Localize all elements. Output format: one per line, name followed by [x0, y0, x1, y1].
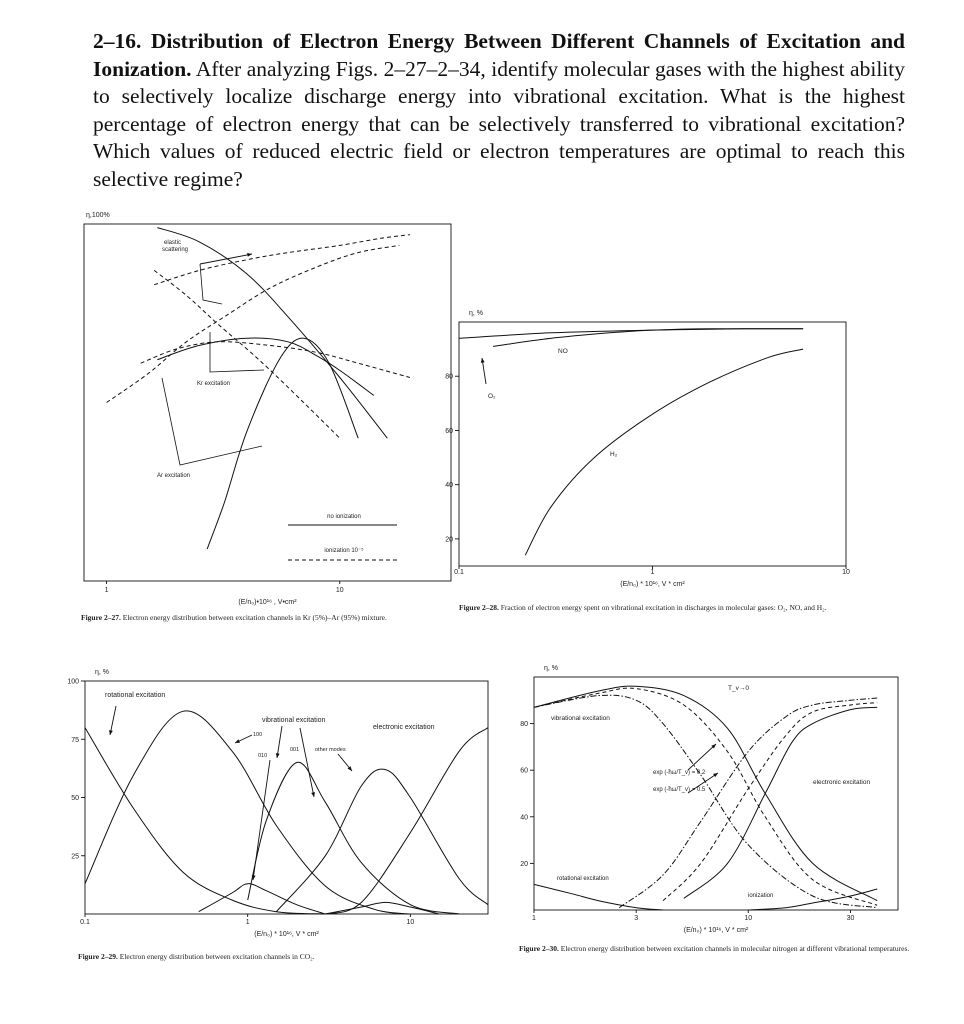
arrow-o2 — [481, 358, 486, 384]
x-axis-label: (E/n₀)•10¹⁶ , V•cm² — [238, 599, 297, 606]
x-tick-label: 1 — [104, 587, 109, 594]
y-tick-label: 80 — [520, 721, 528, 729]
y-tick-label: 20 — [445, 536, 453, 544]
label-o2: O₂ — [488, 393, 496, 400]
problem-number: 2–16. — [93, 29, 142, 53]
figure-caption-text-2-28: Fraction of electron energy spent on vibrational excitation in discharges in molecular gases: O₂, NO, and H₂. — [500, 603, 827, 612]
label-mode-100: 100 — [253, 732, 263, 738]
label-exp-02: exp (-ħω/T_v) = 0.2 — [653, 770, 706, 776]
y-tick-label: 60 — [445, 427, 453, 435]
label-electronic-excitation-n2: electronic excitation — [813, 779, 871, 786]
leader-ar — [162, 378, 262, 465]
leader-elastic — [200, 264, 222, 304]
figure-caption-2-28 — [459, 603, 847, 613]
label-ionization-n2: ionization — [748, 893, 774, 899]
label-mode-010: 010 — [258, 753, 268, 759]
arrow-mode-010-lower — [252, 760, 270, 880]
y-tick-label: 60 — [520, 767, 528, 775]
y-axis-label: η, % — [95, 669, 110, 676]
series-line — [107, 245, 400, 402]
series-line — [154, 235, 410, 285]
y-axis-label: η, % — [469, 310, 484, 317]
figure-number-2-28: Figure 2–28. — [459, 603, 499, 612]
label-other-modes: other modes — [315, 747, 346, 753]
figure-caption-2-29 — [78, 952, 458, 962]
x-tick-label: 1 — [650, 569, 655, 576]
legend-no-ionization: no ionization — [327, 514, 361, 520]
label-ar-excitation: Ar excitation — [157, 473, 191, 479]
figure-number-2-30: Figure 2–30. — [519, 944, 559, 953]
label-mode-001: 001 — [290, 747, 300, 753]
arrow-mode-100 — [235, 735, 252, 743]
figure-28-chart — [445, 310, 850, 588]
series-line — [493, 329, 803, 347]
x-tick-label: 0.1 — [454, 569, 464, 576]
y-axis-label: η, % — [544, 665, 559, 672]
y-tick-label: 20 — [520, 860, 528, 868]
series-line — [157, 228, 387, 439]
label-h2: H₂ — [610, 451, 618, 458]
series-line — [276, 769, 488, 912]
legend-ionization: ionization 10⁻⁵ — [324, 548, 364, 554]
y-tick-label: 25 — [71, 853, 79, 861]
figure-number-2-29: Figure 2–29. — [78, 952, 118, 961]
y-tick-label: 40 — [445, 482, 453, 490]
label-kr-excitation: Kr excitation — [197, 381, 231, 387]
label-tv-zero: T_v→0 — [728, 685, 749, 692]
series-line — [325, 728, 488, 914]
label-rotational-excitation: rotational excitation — [105, 692, 166, 699]
label-exp-05: exp (-ħω/T_v) = 0.5 — [653, 787, 706, 793]
y-axis-label: η,100% — [86, 212, 110, 219]
series-line — [85, 728, 325, 914]
arrow-other-modes — [338, 754, 352, 771]
series-line — [141, 342, 410, 378]
series-line — [248, 762, 460, 914]
x-tick-label: 1 — [245, 919, 250, 926]
figure-caption-text-2-29: Electron energy distribution between excitation channels in CO₂. — [119, 952, 315, 961]
series-line — [154, 270, 340, 438]
plot-frame — [84, 224, 451, 581]
x-tick-label: 10 — [335, 587, 344, 594]
plot-frame — [459, 322, 846, 566]
label-rotational-excitation-n2: rotational excitation — [557, 876, 609, 882]
series-line — [534, 884, 663, 910]
label-vibrational-excitation-n2: vibrational excitation — [551, 715, 610, 722]
figure-caption-2-27 — [81, 613, 461, 623]
x-axis-label: (E/n₀) * 10¹⁶, V * cm² — [620, 581, 685, 588]
figure-30-chart — [520, 665, 898, 934]
x-tick-label: 0.1 — [80, 919, 90, 926]
label-elastic-scattering-2: scattering — [162, 247, 189, 253]
figure-caption-text-2-30: Electron energy distribution between excitation channels in molecular nitrogen at different vibrational temperatures. — [560, 944, 910, 953]
arrow-mode-010 — [276, 726, 282, 758]
x-tick-label: 1 — [532, 915, 536, 922]
problem-heading: Distribution of Electron Energy Between Different Channels of Excitation and Ionization. — [93, 29, 905, 81]
figure-caption-text-2-27: Electron energy distribution between excitation channels in Kr (5%)–Ar (95%) mixture. — [122, 613, 387, 622]
y-tick-label: 80 — [445, 373, 453, 381]
label-vibrational-excitation: vibrational excitation — [262, 717, 326, 724]
y-tick-label: 40 — [520, 814, 528, 822]
series-line — [619, 698, 877, 908]
figure-caption-2-30 — [519, 944, 911, 954]
x-tick-label: 3 — [634, 915, 639, 922]
figure-29-chart — [67, 669, 488, 938]
x-axis-label: (E/n₀) * 10¹⁶, V * cm² — [254, 931, 319, 938]
plot-frame — [85, 681, 488, 914]
x-tick-label: 10 — [744, 915, 753, 922]
x-tick-label: 10 — [842, 569, 850, 576]
label-elastic-scattering: elastic — [164, 240, 182, 246]
figure-number-2-27: Figure 2–27. — [81, 613, 121, 622]
x-tick-label: 30 — [846, 915, 855, 922]
label-no: NO — [558, 348, 568, 355]
y-tick-label: 50 — [71, 795, 79, 802]
arrow-mode-001 — [300, 728, 315, 797]
x-axis-label: (E/n₀) * 10¹⁶, V * cm² — [683, 927, 749, 934]
y-tick-label: 75 — [71, 736, 79, 744]
figure-27-chart — [84, 212, 451, 606]
series-line — [459, 329, 803, 339]
arrow-exp-02 — [688, 744, 716, 770]
label-electronic-excitation: electronic excitation — [373, 724, 435, 731]
problem-body: After analyzing Figs. 2–27–2–34, identify molecular gases with the highest ability to selectively localize discharge energy into vibrational excitation. What is the highest percentage of electron energy that can be selectively transferred to vibrational excitation? Which values of reduced electric field or electron temperatures are optimal to reach this selective regime? — [93, 56, 905, 191]
x-tick-label: 10 — [406, 919, 415, 926]
series-line — [525, 349, 803, 555]
y-tick-label: 100 — [67, 678, 79, 686]
arrow-rotational — [109, 706, 116, 735]
